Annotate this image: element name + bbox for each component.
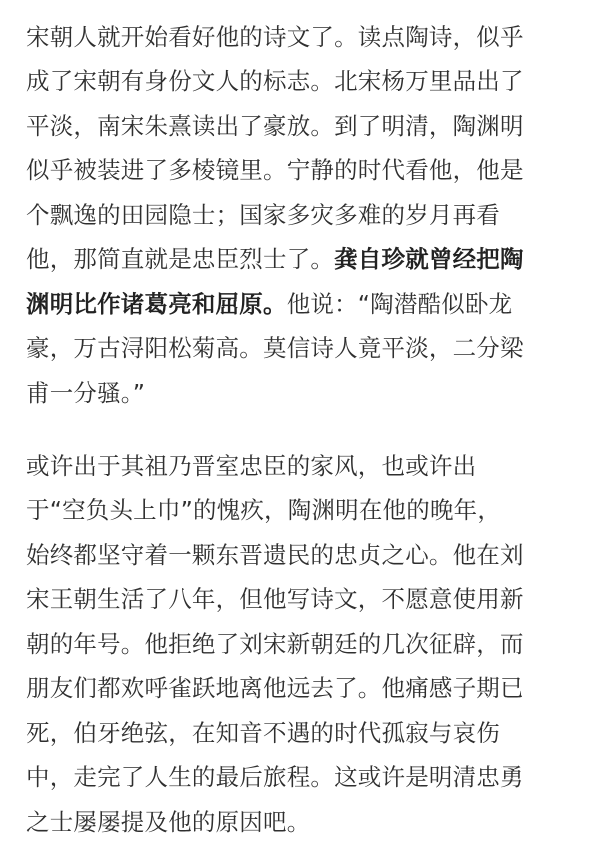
text-segment: 他，那简直就是忠臣烈士了。 (26, 245, 335, 273)
text-line: 朝的年号。他拒绝了刘宋新朝廷的几次征辟，而 (26, 630, 524, 658)
text-line: 或许出于其祖乃晋室忠臣的家风，也或许出 (26, 452, 477, 480)
text-line: 似乎被装进了多棱镜里。宁静的时代看他，他是 (26, 156, 524, 184)
text-line: 豪，万古浔阳松菊高。莫信诗人竟平淡，二分梁 (26, 334, 524, 362)
bold-highlight: 龚自珍就曾经把陶 (334, 245, 524, 273)
text-line (26, 241, 524, 277)
text-line (26, 286, 512, 322)
text-line: 平淡，南宋朱熹读出了豪放。到了明清，陶渊明 (26, 112, 524, 140)
text-line: 始终都坚守着一颗东晋遗民的忠贞之心。他在刘 (26, 541, 524, 569)
text-line: 之士屡屡提及他的原因吧。 (26, 808, 311, 836)
text-segment: 他说：“陶潜酷似卧龙 (286, 290, 513, 318)
text-line: 死，伯牙绝弦，在知音不遇的时代孤寂与哀伤 (26, 719, 500, 747)
text-line: 朋友们都欢呼雀跃地离他远去了。他痛感子期已 (26, 674, 524, 702)
text-line: 个飘逸的田园隐士；国家多灾多难的岁月再看 (26, 201, 500, 229)
text-line: 宋王朝生活了八年，但他写诗文，不愿意使用新 (26, 585, 524, 613)
text-line: 中，走完了人生的最后旅程。这或许是明清忠勇 (26, 763, 524, 791)
text-line: 甫一分骚。” (26, 379, 146, 407)
text-line: 成了宋朝有身份文人的标志。北宋杨万里品出了 (26, 67, 524, 95)
text-line: 宋朝人就开始看好他的诗文了。读点陶诗，似乎 (26, 23, 524, 51)
bold-highlight: 渊明比作诸葛亮和屈原。 (26, 290, 287, 318)
text-line: 于“空负头上巾”的愧疚，陶渊明在他的晚年， (26, 496, 502, 524)
